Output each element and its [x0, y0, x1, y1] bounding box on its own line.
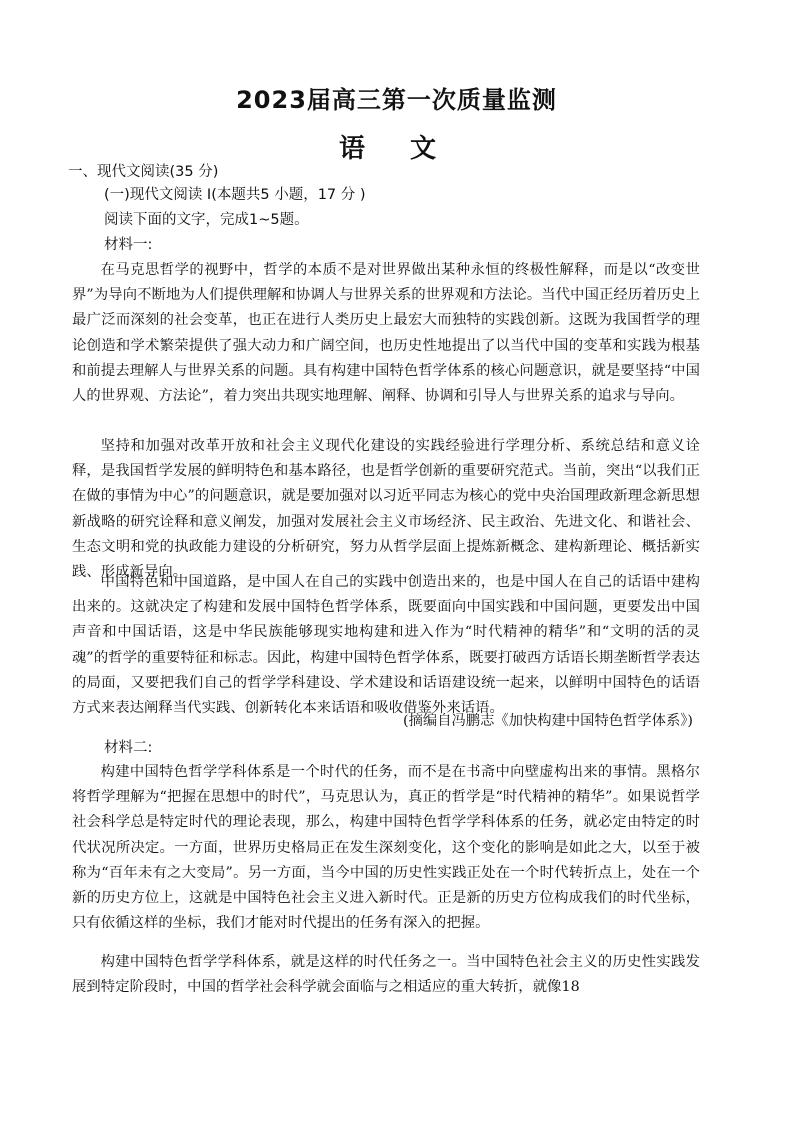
- material-one-paragraph: 在马克思哲学的视野中，哲学的本质不是对世界做出某种永恒的终极性解释，而是以“改变世界”为导向不断地为人们提供理解和协调人与世界关系的世界观和方法论。当代中国正经历着历史上最广泛而深刻的社会变革，也正在进行人类历史上最宏大而独特的实践创新。这既为我国哲学的理论创造和学术繁荣提供了强大动力和广阔空间，也历史性地提出了以当代中国的变革和实践为根基和前提去理解人与世界关系的问题。具有构建中国特色哲学体系的核心问题意识，就是要坚持“中国人的世界观、方法论”，着力突出共现实地理解、阐释、协调和引导人与世界关系的追求与导向。: [72, 262, 700, 405]
- material-two-paragraph: 构建中国特色哲学学科体系，就是这样的时代任务之一。当中国特色社会主义的历史性实践发展到特定阶段时，中国的哲学社会科学就会面临与之相适应的重大转折，就像18: [72, 954, 700, 996]
- section-heading: 一、现代文阅读(35 分): [68, 164, 219, 180]
- material-one-source: (摘编自冯鹏志《加快构建中国特色哲学体系》): [403, 713, 693, 729]
- exam-title: 2023届高三第一次质量监测: [236, 86, 557, 114]
- material-one-paragraph: 坚持和加强对改革开放和社会主义现代化建设的实践经验进行学理分析、系统总结和意义诠释，是我国哲学发展的鲜明特色和基本路径，也是哲学创新的重要研究范式。当前，突出“以我们正在做的事情为中心”的问题意识，就是要加强对以习近平同志为核心的党中央治国理政新理念新思想新战略的研究诠释和意义阐发，加强对发展社会主义市场经济、民主政治、先进文化、和谐社会、生态文明和党的执政能力建设的分析研究，努力从哲学层面上提炼新概念、建构新理论、概括新实践、形成新导向。: [72, 438, 700, 581]
- material-two-paragraph: 构建中国特色哲学学科体系是一个时代的任务，而不是在书斋中向壁虚构出来的事情。黑格尔将哲学理解为“把握在思想中的时代”，马克思认为，真正的哲学是“时代精神的精华”。如果说哲学社会科学总是特定时代的理论表现，那么，构建中国特色哲学学科体系的任务，就必定由特定的时代状况所决定。一方面，世界历史格局正在发生深刻变化，这个变化的影响是如此之大，以至于被称为“百年未有之大变局”。另一方面，当今中国的历史性实践正处在一个时代转折点上，处在一个新的历史方位上，这就是中国特色社会主义进入新时代。正是新的历史方位构成我们的时代坐标，只有依循这样的坐标，我们才能对时代提出的任务有深入的把握。: [72, 764, 700, 932]
- material-two-label: 材料二:: [104, 740, 153, 756]
- subject-title: 语 文: [338, 134, 455, 164]
- subsection-heading: (一)现代文阅读 I(本题共5 小题，17 分 ): [104, 187, 366, 203]
- reading-instruction: 阅读下面的文字，完成1~5题。: [104, 212, 309, 228]
- material-one-label: 材料一:: [104, 237, 153, 253]
- material-one-paragraph: 中国特色和中国道路，是中国人在自己的实践中创造出来的，也是中国人在自己的话语中建构出来的。这就决定了构建和发展中国特色哲学体系，既要面向中国实践和中国问题，更要发出中国声音和中国话语，这是中华民族能够现实地构建和进入作为“时代精神的精华”和“文明的活的灵魂”的哲学的重要特征和标志。因此，构建中国特色哲学体系，既要打破西方话语长期垄断哲学表达的局面，又要把我们自己的哲学学科建设、学术建设和话语建设统一起来，以鲜明中国特色的话语方式来表达阐释当代实践、创新转化本来话语和吸收借鉴外来话语。: [72, 574, 700, 717]
